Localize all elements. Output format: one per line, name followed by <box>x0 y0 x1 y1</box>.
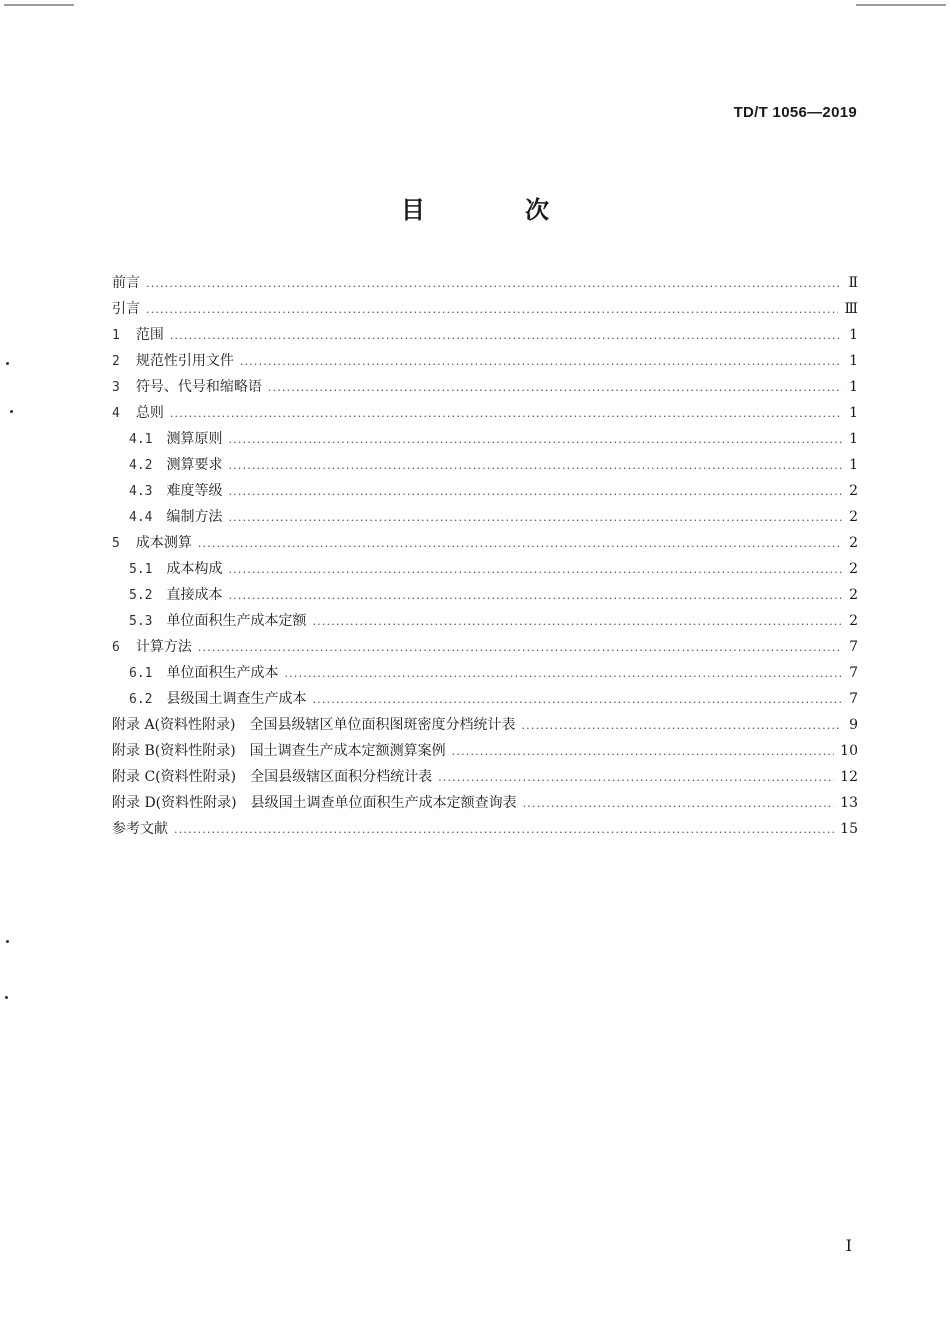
toc-entry-number: 6.1 <box>129 666 153 681</box>
toc-leader-dots <box>198 531 842 557</box>
toc-entry-page: 1 <box>849 405 858 421</box>
toc-entry-label: 前言 <box>112 275 140 291</box>
toc-leader-dots <box>198 635 842 661</box>
toc-entry-label: 测算原则 <box>166 431 223 447</box>
toc-entry-page: 13 <box>840 795 858 811</box>
toc-entry-page: 12 <box>840 769 858 785</box>
toc-entry-label: 难度等级 <box>166 483 223 499</box>
toc-entry-number: 2 <box>112 354 120 369</box>
toc-entry[interactable] <box>112 738 858 764</box>
toc-entry-label: 范围 <box>135 327 164 343</box>
toc-entry[interactable] <box>112 764 858 790</box>
toc-entry-label: 成本构成 <box>166 561 223 577</box>
toc-leader-dots <box>228 427 842 453</box>
toc-entry-number: 5 <box>112 536 120 551</box>
toc-entry-page: 10 <box>840 743 858 759</box>
toc-entry[interactable] <box>112 530 858 556</box>
toc-entry[interactable] <box>112 608 858 634</box>
toc-entry-page: 2 <box>849 613 858 629</box>
table-of-contents <box>112 270 858 842</box>
toc-entry-label: 县级国土调查生产成本 <box>166 691 307 707</box>
toc-entry-label: 直接成本 <box>166 587 223 603</box>
toc-entry-page: 2 <box>849 561 858 577</box>
toc-leader-dots <box>146 297 838 323</box>
toc-entry-page: Ⅱ <box>848 275 858 291</box>
toc-leader-dots <box>170 401 842 427</box>
toc-entry-label: 总则 <box>135 405 164 421</box>
toc-entry-number: 5.1 <box>129 562 153 577</box>
toc-entry-page: 2 <box>849 483 858 499</box>
toc-entry-number: 1 <box>112 328 120 343</box>
toc-entry-page: 1 <box>849 457 858 473</box>
toc-leader-dots <box>438 765 834 791</box>
toc-entry-label: 成本测算 <box>135 535 192 551</box>
scan-speck <box>10 410 13 413</box>
toc-entry-label: 参考文献 <box>112 821 168 837</box>
toc-entry-page: 7 <box>849 665 858 681</box>
toc-entry-page: 1 <box>849 327 858 343</box>
toc-leader-dots <box>240 349 842 375</box>
toc-entry-label: 附录 B(资料性附录) 国土调查生产成本定额测算案例 <box>112 743 446 759</box>
toc-entry[interactable] <box>112 348 858 374</box>
toc-entry[interactable] <box>112 426 858 452</box>
toc-entry-page: 1 <box>849 431 858 447</box>
scan-speck <box>6 940 9 943</box>
toc-leader-dots <box>170 323 842 349</box>
toc-entry[interactable] <box>112 374 858 400</box>
toc-entry-page: Ⅲ <box>844 301 858 317</box>
toc-entry[interactable] <box>112 478 858 504</box>
toc-entry[interactable] <box>112 270 858 296</box>
toc-leader-dots <box>284 661 842 687</box>
toc-entry-label: 计算方法 <box>135 639 192 655</box>
toc-leader-dots <box>452 739 835 765</box>
scan-edge-mark-left <box>4 4 74 6</box>
toc-entry-page: 2 <box>849 587 858 603</box>
toc-leader-dots <box>523 791 835 817</box>
toc-entry[interactable] <box>112 686 858 712</box>
toc-entry-number: 4 <box>112 406 120 421</box>
toc-entry-page: 2 <box>849 509 858 525</box>
toc-entry[interactable] <box>112 712 858 738</box>
scan-edge-mark-right <box>856 4 946 6</box>
toc-leader-dots <box>521 713 842 739</box>
toc-entry[interactable] <box>112 582 858 608</box>
toc-entry-page: 7 <box>849 639 858 655</box>
toc-entry-label: 引言 <box>112 301 140 317</box>
toc-entry-number: 3 <box>112 380 120 395</box>
toc-entry-number: 6.2 <box>129 692 153 707</box>
scan-speck <box>5 996 8 999</box>
toc-leader-dots <box>312 687 842 713</box>
toc-leader-dots <box>228 557 842 583</box>
toc-entry[interactable] <box>112 556 858 582</box>
toc-leader-dots <box>228 505 842 531</box>
toc-leader-dots <box>146 271 842 297</box>
toc-leader-dots <box>268 375 842 401</box>
toc-entry[interactable] <box>112 296 858 322</box>
toc-leader-dots <box>228 453 842 479</box>
toc-entry-page: 1 <box>849 353 858 369</box>
toc-entry-number: 5.3 <box>129 614 153 629</box>
toc-entry[interactable] <box>112 790 858 816</box>
toc-entry-label: 单位面积生产成本定额 <box>166 613 307 629</box>
document-code: TD/T 1056—2019 <box>733 104 857 121</box>
toc-entry-label: 单位面积生产成本 <box>166 665 279 681</box>
page-number: I <box>845 1236 852 1255</box>
toc-entry-label: 附录 D(资料性附录) 县级国土调查单位面积生产成本定额查询表 <box>112 795 517 811</box>
toc-leader-dots <box>312 609 842 635</box>
toc-entry[interactable] <box>112 400 858 426</box>
toc-entry[interactable] <box>112 816 858 842</box>
toc-entry[interactable] <box>112 322 858 348</box>
toc-entry[interactable] <box>112 660 858 686</box>
toc-entry-label: 编制方法 <box>166 509 223 525</box>
toc-entry-number: 6 <box>112 640 120 655</box>
toc-entry-label: 符号、代号和缩略语 <box>135 379 262 395</box>
toc-entry-number: 5.2 <box>129 588 153 603</box>
toc-entry-label: 附录 C(资料性附录) 全国县级辖区面积分档统计表 <box>112 769 433 785</box>
toc-entry-label: 附录 A(资料性附录) 全国县级辖区单位面积图斑密度分档统计表 <box>112 717 516 733</box>
toc-entry-page: 1 <box>849 379 858 395</box>
toc-entry-page: 15 <box>840 821 858 837</box>
toc-entry-label: 规范性引用文件 <box>135 353 234 369</box>
toc-entry[interactable] <box>112 504 858 530</box>
toc-entry-number: 4.1 <box>129 432 153 447</box>
toc-entry-number: 4.2 <box>129 458 153 473</box>
toc-leader-dots <box>228 479 842 505</box>
toc-entry-page: 9 <box>849 717 858 733</box>
toc-entry[interactable] <box>112 634 858 660</box>
toc-entry[interactable] <box>112 452 858 478</box>
toc-entry-label: 测算要求 <box>166 457 223 473</box>
toc-entry-number: 4.4 <box>129 510 153 525</box>
toc-leader-dots <box>174 817 834 843</box>
toc-entry-number: 4.3 <box>129 484 153 499</box>
toc-leader-dots <box>228 583 842 609</box>
scan-speck <box>6 362 9 365</box>
page-title: 目 次 <box>401 196 587 224</box>
toc-entry-page: 2 <box>849 535 858 551</box>
toc-entry-page: 7 <box>849 691 858 707</box>
